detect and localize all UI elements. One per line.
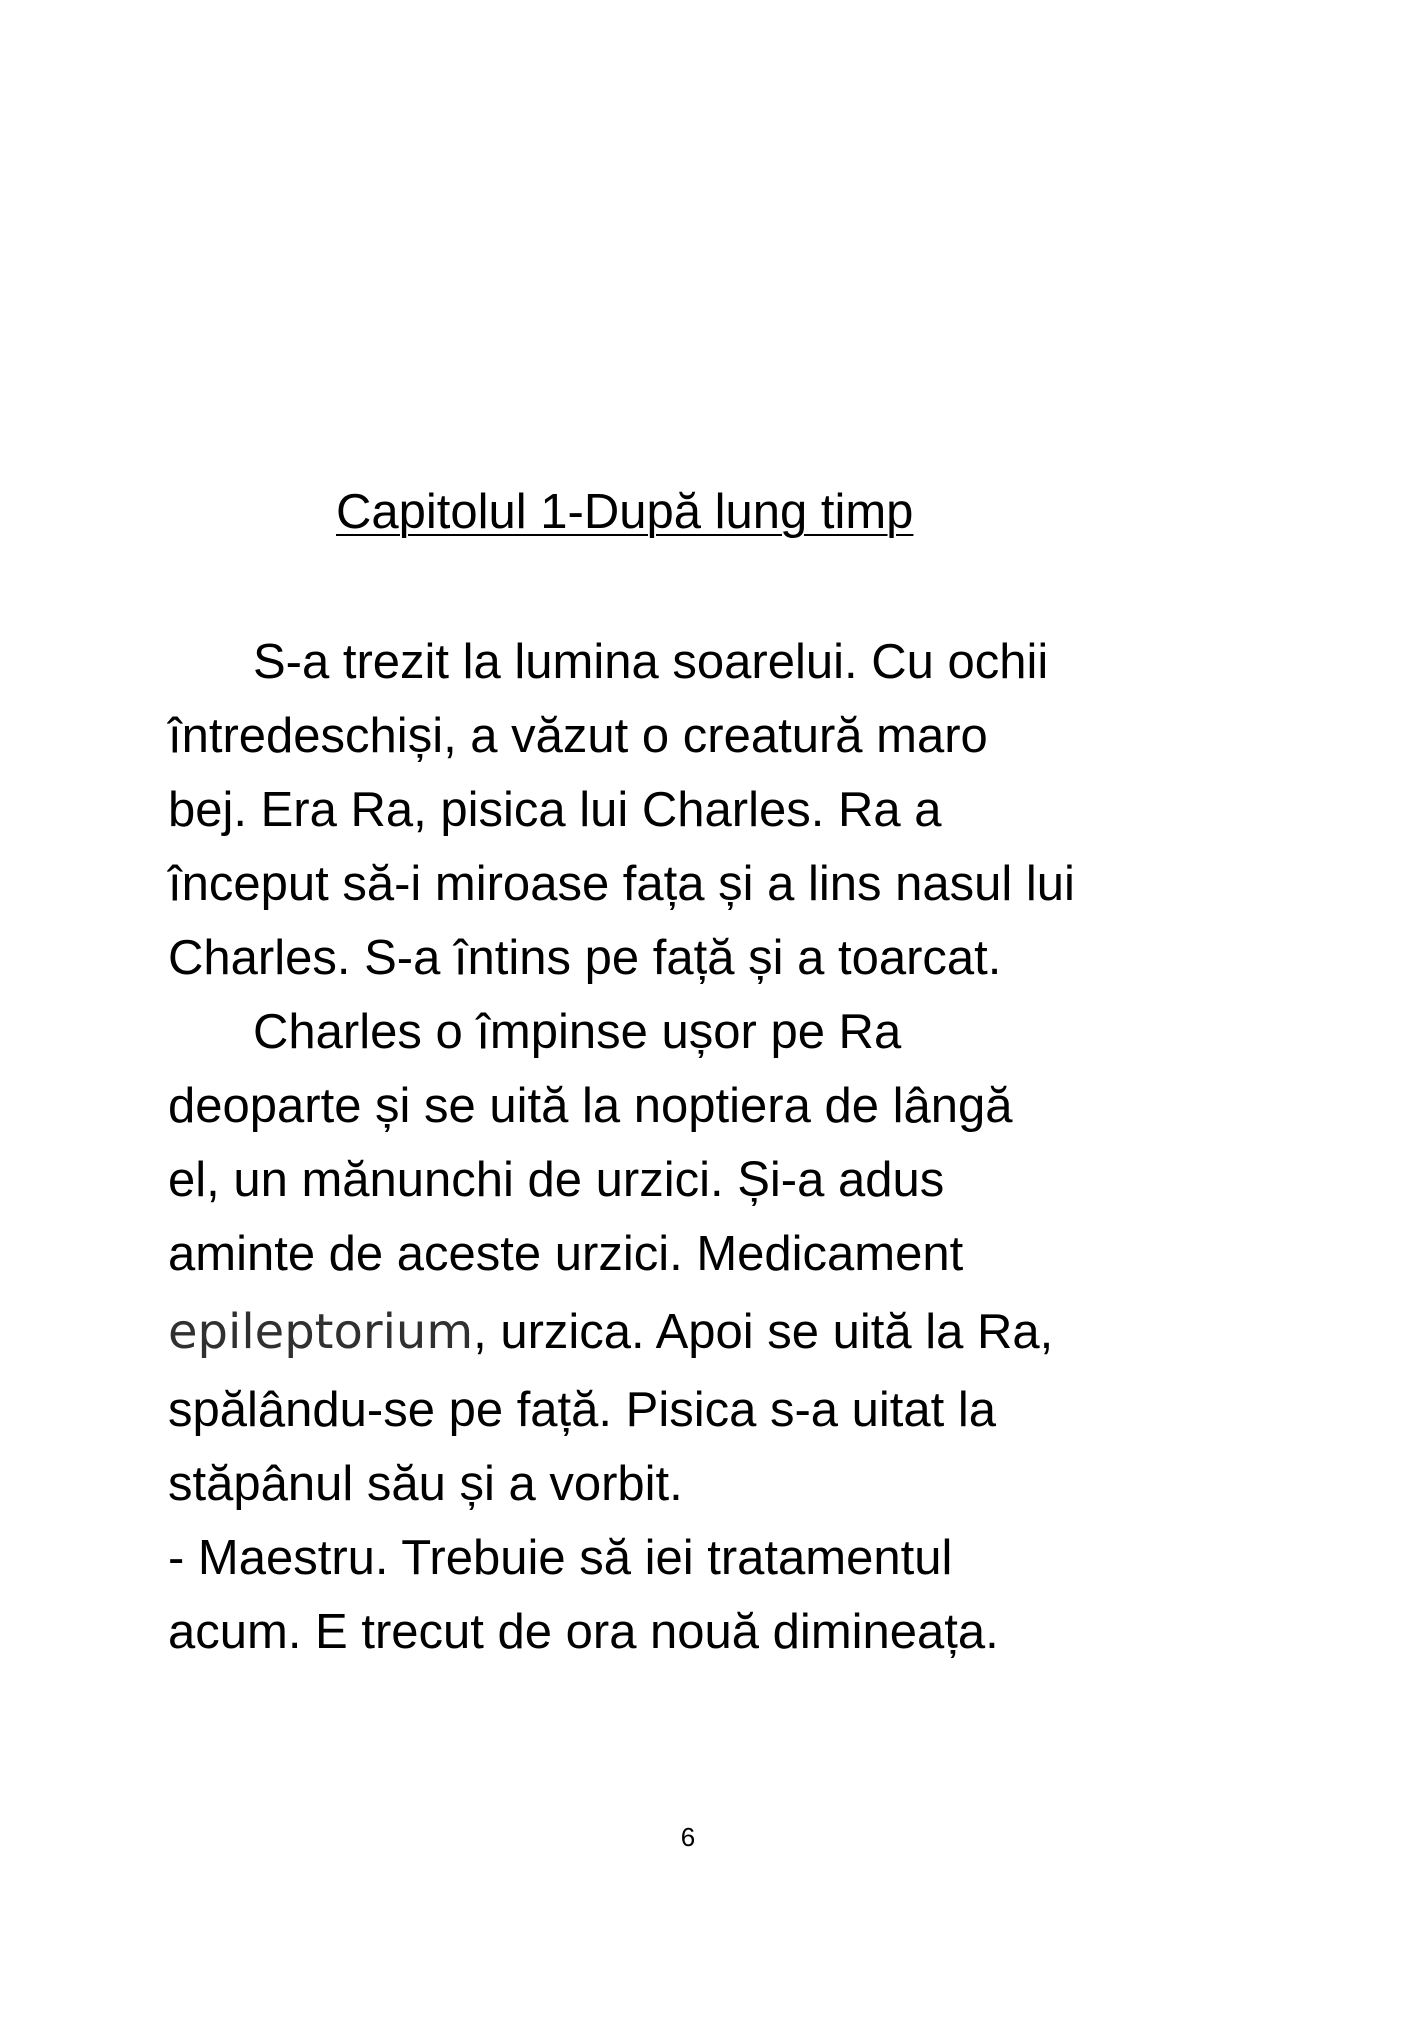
chapter-title: Capitolul 1-După lung timp (336, 485, 914, 539)
text-line: stăpânul său și a vorbit. (168, 1457, 683, 1511)
page-number: 6 (680, 1822, 696, 1852)
text-line-rest: , urzica. Apoi se uită la Ra, (473, 1305, 1054, 1359)
text-line: bej. Era Ra, pisica lui Charles. Ra a (168, 783, 942, 837)
term-epileptorium: epileptorium (168, 1304, 474, 1360)
text-line (168, 1302, 1053, 1362)
text-line: acum. E trecut de ora nouă dimineața. (168, 1605, 999, 1659)
text-line: Charles o împinse ușor pe Ra (253, 1005, 902, 1059)
text-line: spălându-se pe față. Pisica s-a uitat la (168, 1383, 997, 1437)
text-line: - Maestru. Trebuie să iei tratamentul (168, 1531, 953, 1585)
text-line: început să-i miroase fața și a lins nasul lui (168, 857, 1075, 911)
text-line: deoparte și se uită la noptiera de lângă (168, 1079, 1013, 1133)
text-line: Charles. S-a întins pe față și a toarcat. (168, 931, 1002, 985)
text-line: întredeschiși, a văzut o creatură maro (168, 709, 988, 763)
text-line: S-a trezit la lumina soarelui. Cu ochii (253, 635, 1049, 689)
text-line: aminte de aceste urzici. Medicament (168, 1227, 964, 1281)
text-line: el, un mănunchi de urzici. Și-a adus (168, 1153, 945, 1207)
